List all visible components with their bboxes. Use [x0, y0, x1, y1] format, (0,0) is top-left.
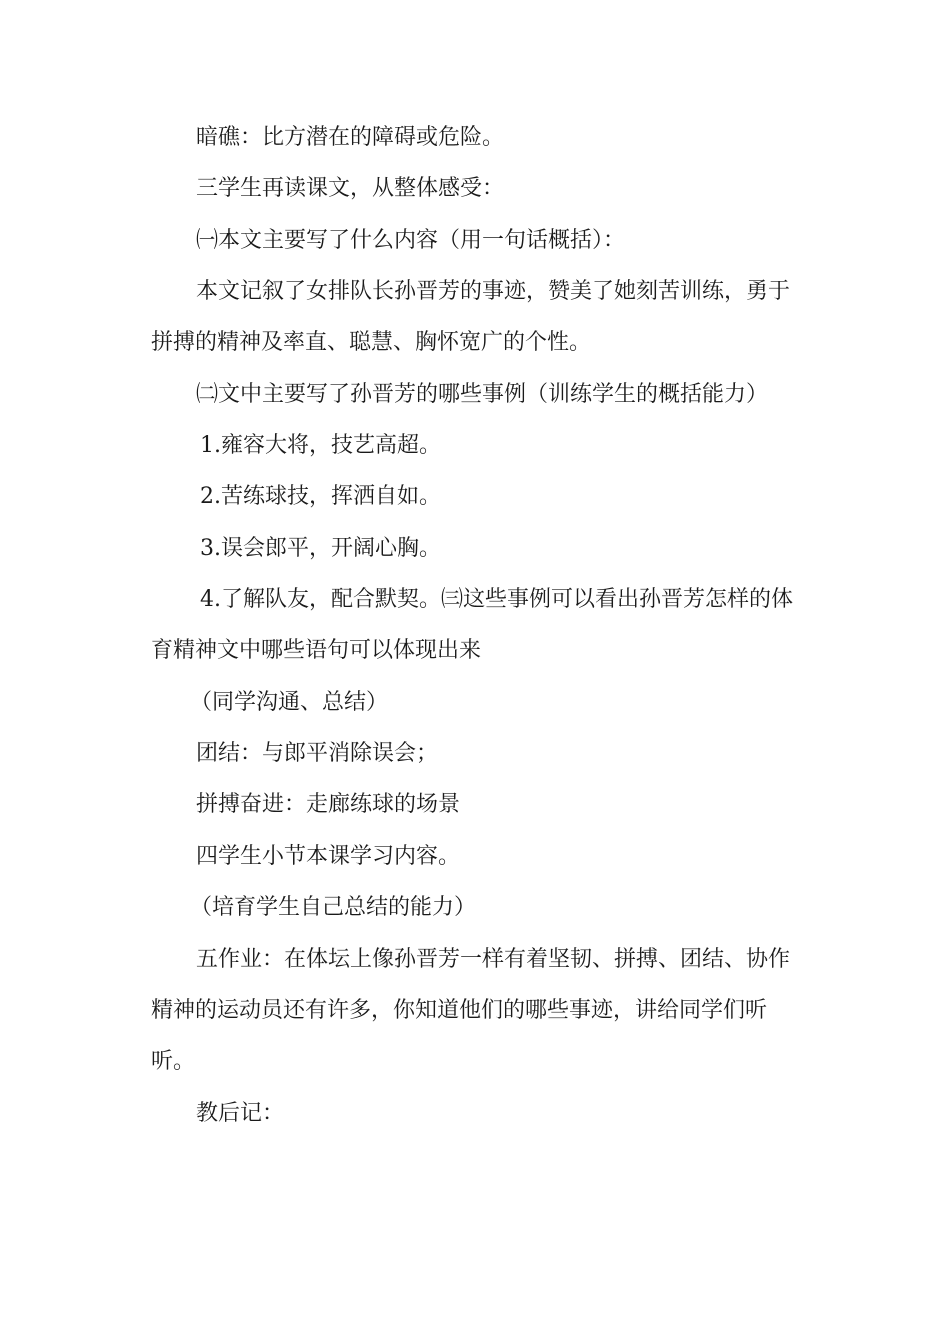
text-line-5: 拼搏的精神及率直、聪慧、胸怀宽广的个性。: [151, 330, 592, 355]
text-line-20: 教后记：: [196, 1101, 285, 1126]
text-line-13: 团结：与郎平消除误会；: [196, 741, 439, 766]
text-line-14: 拼搏奋进：走廊练球的场景: [196, 792, 461, 817]
text-line-10: 4.了解队友，配合默契。㈢这些事例可以看出孙晋芳怎样的体: [200, 587, 793, 612]
text-line-6: ㈡文中主要写了孙晋芳的哪些事例（训练学生的概括能力）: [196, 382, 769, 407]
text-line-18: 精神的运动员还有许多，你知道他们的哪些事迹，讲给同学们听: [151, 998, 768, 1023]
text-line-8: 2.苦练球技，挥洒自如。: [200, 484, 441, 509]
text-line-9: 3.误会郎平，开阔心胸。: [200, 536, 441, 561]
text-line-17: 五作业：在体坛上像孙晋芳一样有着坚韧、拼搏、团结、协作: [196, 947, 791, 972]
text-line-1: 暗礁：比方潜在的障碍或危险。: [196, 125, 505, 150]
text-line-16: （培育学生自己总结的能力）: [190, 895, 477, 920]
text-line-11: 育精神文中哪些语句可以体现出来: [151, 638, 482, 663]
text-line-3: ㈠本文主要写了什么内容（用一句话概括）：: [196, 228, 626, 253]
text-line-2: 三学生再读课文，从整体感受：: [196, 176, 505, 201]
text-line-4: 本文记叙了女排队长孙晋芳的事迹，赞美了她刻苦训练，勇于: [196, 279, 791, 304]
text-line-7: 1.雍容大将，技艺高超。: [200, 433, 441, 458]
text-line-19: 听。: [151, 1049, 196, 1074]
text-line-12: （同学沟通、总结）: [190, 690, 389, 715]
text-line-15: 四学生小节本课学习内容。: [196, 844, 461, 869]
